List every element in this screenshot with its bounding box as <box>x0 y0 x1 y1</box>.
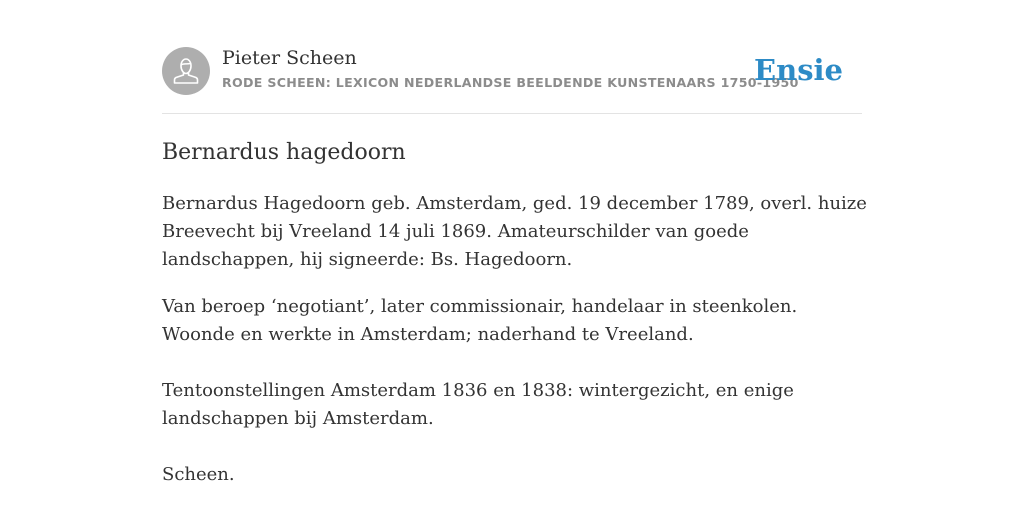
article-title: Bernardus hagedoorn <box>162 140 406 165</box>
ensie-logo[interactable]: Ensie <box>754 53 843 87</box>
article-paragraph: Van beroep ‘negotiant’, later commissionair, handelaar in steenkolen. Woonde en werkte in Amsterdam; naderhand te Vreeland. <box>162 296 798 345</box>
source-label[interactable]: RODE SCHEEN: LEXICON NEDERLANDSE BEELDENDE KUNSTENAARS 1750-1950 <box>222 75 799 90</box>
article-body <box>162 138 867 489</box>
article-paragraph: Bernardus Hagedoorn geb. Amsterdam, ged. 19 december 1789, overl. huize Breevecht bij Vreeland 14 juli 1869. Amateurschilder van goede landschappen, hij signeerde: Bs. Hagedoorn. <box>162 193 867 270</box>
article-header <box>162 46 862 96</box>
avatar[interactable] <box>162 47 210 95</box>
article-signature: Scheen. <box>162 464 235 485</box>
article-paragraph: Tentoonstellingen Amsterdam 1836 en 1838: wintergezicht, en enige landschappen bij Amsterdam. <box>162 380 794 429</box>
user-icon <box>162 47 210 95</box>
author-name[interactable]: Pieter Scheen <box>222 47 357 69</box>
header-divider <box>162 113 862 114</box>
